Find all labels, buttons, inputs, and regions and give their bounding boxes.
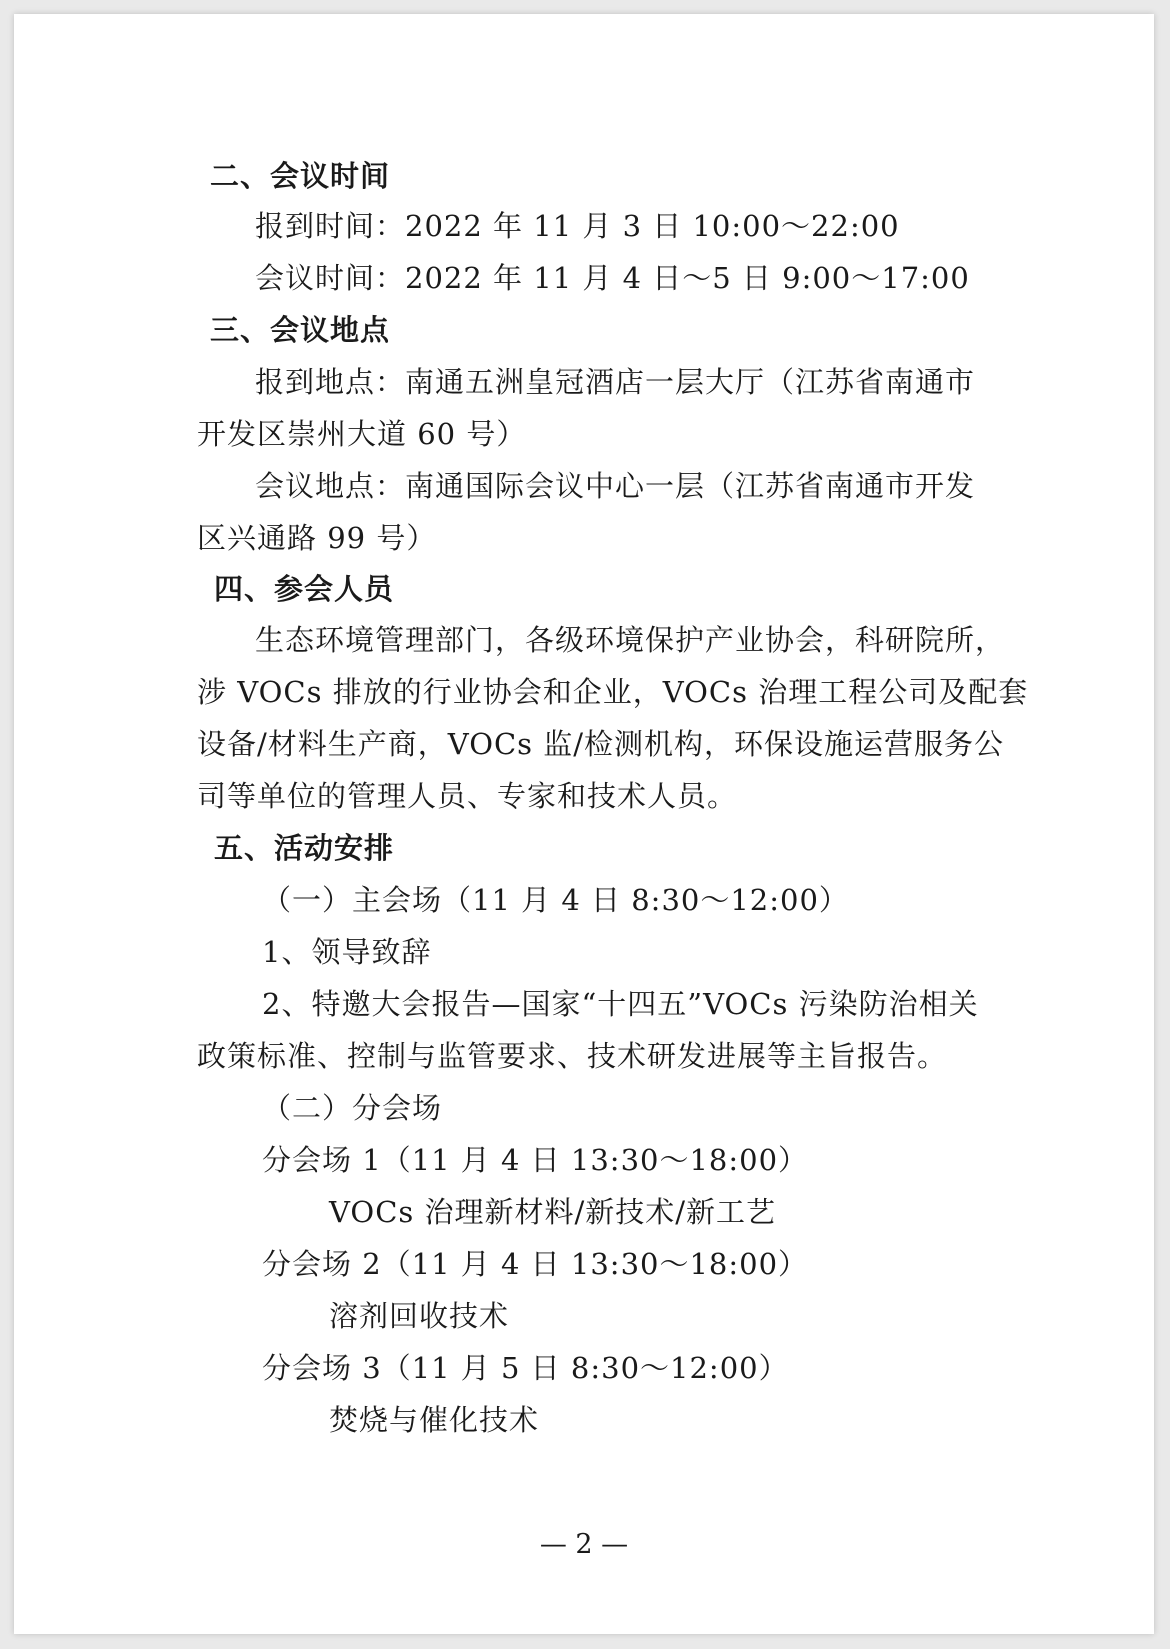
checkin-venue-line1: 报到地点：南通五洲皇冠酒店一层大厅（江苏省南通市 xyxy=(255,365,976,399)
page-number: — 2 — xyxy=(539,1529,629,1560)
checkin-time: 报到时间：2022 年 11 月 3 日 10:00～22:00 xyxy=(255,209,900,243)
attendees-line3: 设备/材料生产商，VOCs 监/检测机构，环保设施运营服务公 xyxy=(197,727,1005,761)
attendees-line4: 司等单位的管理人员、专家和技术人员。 xyxy=(197,779,738,813)
checkin-venue-line2: 开发区崇州大道 60 号） xyxy=(197,417,527,451)
sub-venue-2-title: 分会场 2（11 月 4 日 13:30～18:00） xyxy=(262,1247,809,1281)
heading-attendees: 四、参会人员 xyxy=(214,572,395,606)
main-venue: （一）主会场（11 月 4 日 8:30～12:00） xyxy=(262,883,849,917)
item-leader-speech: 1、领导致辞 xyxy=(262,935,432,969)
sub-venue-1-title: 分会场 1（11 月 4 日 13:30～18:00） xyxy=(262,1143,809,1177)
attendees-line1: 生态环境管理部门，各级环境保护产业协会，科研院所， xyxy=(255,623,1006,657)
meeting-time: 会议时间：2022 年 11 月 4 日～5 日 9:00～17:00 xyxy=(255,261,970,295)
sub-venue-3-title: 分会场 3（11 月 5 日 8:30～12:00） xyxy=(262,1351,789,1385)
heading-meeting-time: 二、会议时间 xyxy=(210,159,391,193)
sub-venue-1-topic: VOCs 治理新材料/新技术/新工艺 xyxy=(329,1195,777,1229)
heading-meeting-venue: 三、会议地点 xyxy=(210,313,391,347)
sub-venue-2-topic: 溶剂回收技术 xyxy=(329,1299,510,1333)
sub-venue-3-topic: 焚烧与催化技术 xyxy=(329,1403,540,1437)
meeting-venue-line1: 会议地点：南通国际会议中心一层（江苏省南通市开发 xyxy=(255,469,976,503)
document-page xyxy=(14,14,1154,1634)
item-keynote-line1: 2、特邀大会报告—国家“十四五”VOCs 污染防治相关 xyxy=(262,987,979,1021)
heading-activities: 五、活动安排 xyxy=(214,831,395,865)
meeting-venue-line2: 区兴通路 99 号） xyxy=(197,521,437,555)
item-keynote-line2: 政策标准、控制与监管要求、技术研发进展等主旨报告。 xyxy=(197,1039,948,1073)
sub-venue-heading: （二）分会场 xyxy=(262,1091,443,1125)
attendees-line2: 涉 VOCs 排放的行业协会和企业，VOCs 治理工程公司及配套 xyxy=(197,675,1029,709)
